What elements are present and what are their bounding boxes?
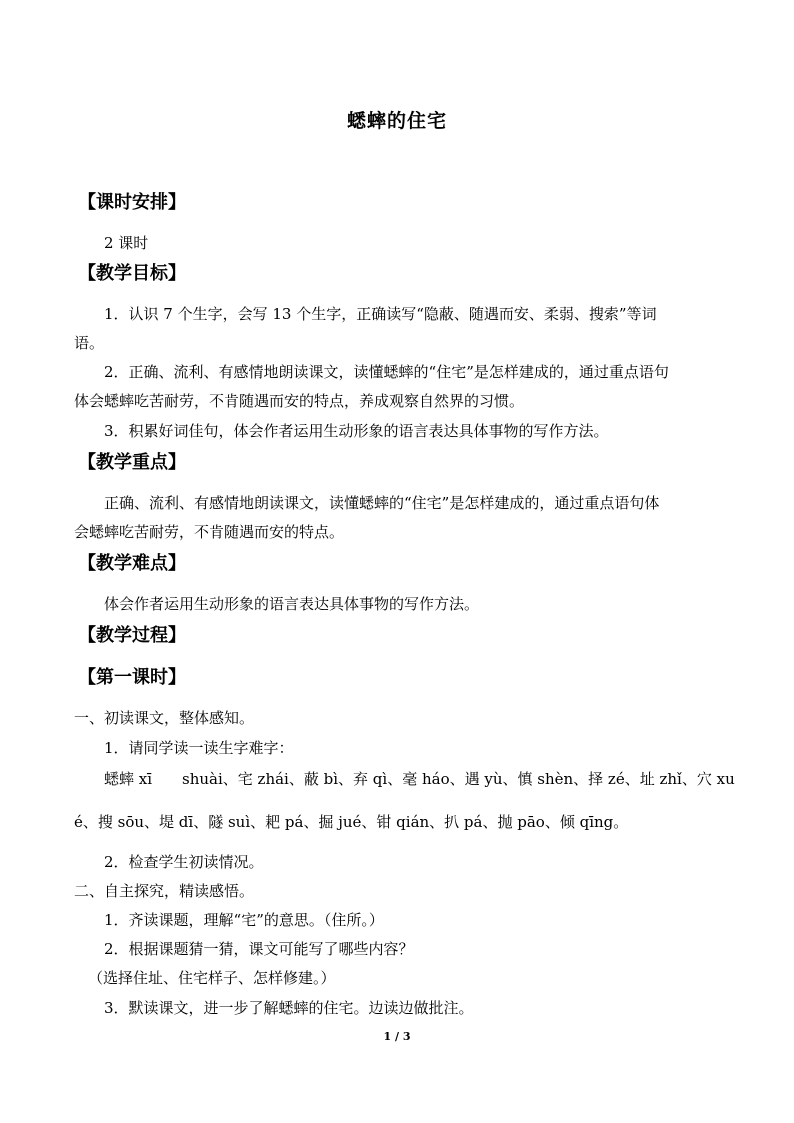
schedule-heading: 【课时安排】 — [78, 192, 186, 213]
difficulty-text: 体会作者运用生动形象的语言表达具体事物的写作方法。 — [104, 595, 480, 613]
key-line-b: 会蟋蟀吃苦耐劳，不肯随遇而安的特点。 — [74, 523, 345, 541]
key-heading: 【教学重点】 — [78, 452, 186, 473]
goal-1-line-a: 1．认识 7 个生字，会写 13 个生字，正确读写“隐蔽、随遇而安、柔弱、搜索”等词 — [104, 305, 657, 323]
goals-heading: 【教学目标】 — [78, 263, 186, 284]
step-2: 二、自主探究，精读感悟。 — [74, 882, 255, 900]
step-1-2: 2．检查学生初读情况。 — [104, 853, 264, 871]
goal-2-line-a: 2．正确、流利、有感情地朗读课文，读懂蟋蟀的“住宅”是怎样建成的，通过重点语句 — [104, 363, 669, 381]
pinyin-line-2: é、搜 sōu、堤 dī、隧 suì、耙 pá、掘 jué、钳 qián、扒 pá、抛 pāo、倾 qīng。 — [74, 813, 629, 831]
difficulty-heading: 【教学难点】 — [78, 553, 186, 574]
step-2-2-answer: （选择住址、住宅样子、怎样修建。） — [88, 969, 336, 987]
lesson-1-heading: 【第一课时】 — [78, 667, 186, 688]
step-2-1: 1．齐读课题，理解“宅”的意思。（住所。） — [104, 911, 384, 929]
pinyin-line-1: 蟋蟀 xī shuài、宅 zhái、蔽 bì、弃 qì、毫 háo、遇 yù、慎 shèn、择 zé、址 zhǐ、穴 xu — [104, 770, 735, 788]
step-2-2: 2．根据课题猜一猜，课文可能写了哪些内容？ — [104, 940, 414, 958]
page-number: 1 / 3 — [383, 1030, 411, 1043]
goal-1-line-b: 语。 — [74, 334, 105, 352]
process-heading: 【教学过程】 — [78, 625, 186, 646]
step-1: 一、初读课文，整体感知。 — [74, 709, 255, 727]
step-1-1: 1．请同学读一读生字难字： — [104, 739, 294, 757]
page-title: 蟋蟀的住宅 — [346, 110, 447, 132]
schedule-text: 2 课时 — [104, 234, 149, 252]
key-line-a: 正确、流利、有感情地朗读课文，读懂蟋蟀的“住宅”是怎样建成的，通过重点语句体 — [104, 494, 660, 512]
step-2-3: 3．默读课文，进一步了解蟋蟀的住宅。边读边做批注。 — [104, 999, 474, 1017]
goal-3: 3．积累好词佳句，体会作者运用生动形象的语言表达具体事物的写作方法。 — [104, 422, 609, 440]
goal-2-line-b: 体会蟋蟀吃苦耐劳，不肯随遇而安的特点，养成观察自然界的习惯。 — [74, 392, 525, 410]
